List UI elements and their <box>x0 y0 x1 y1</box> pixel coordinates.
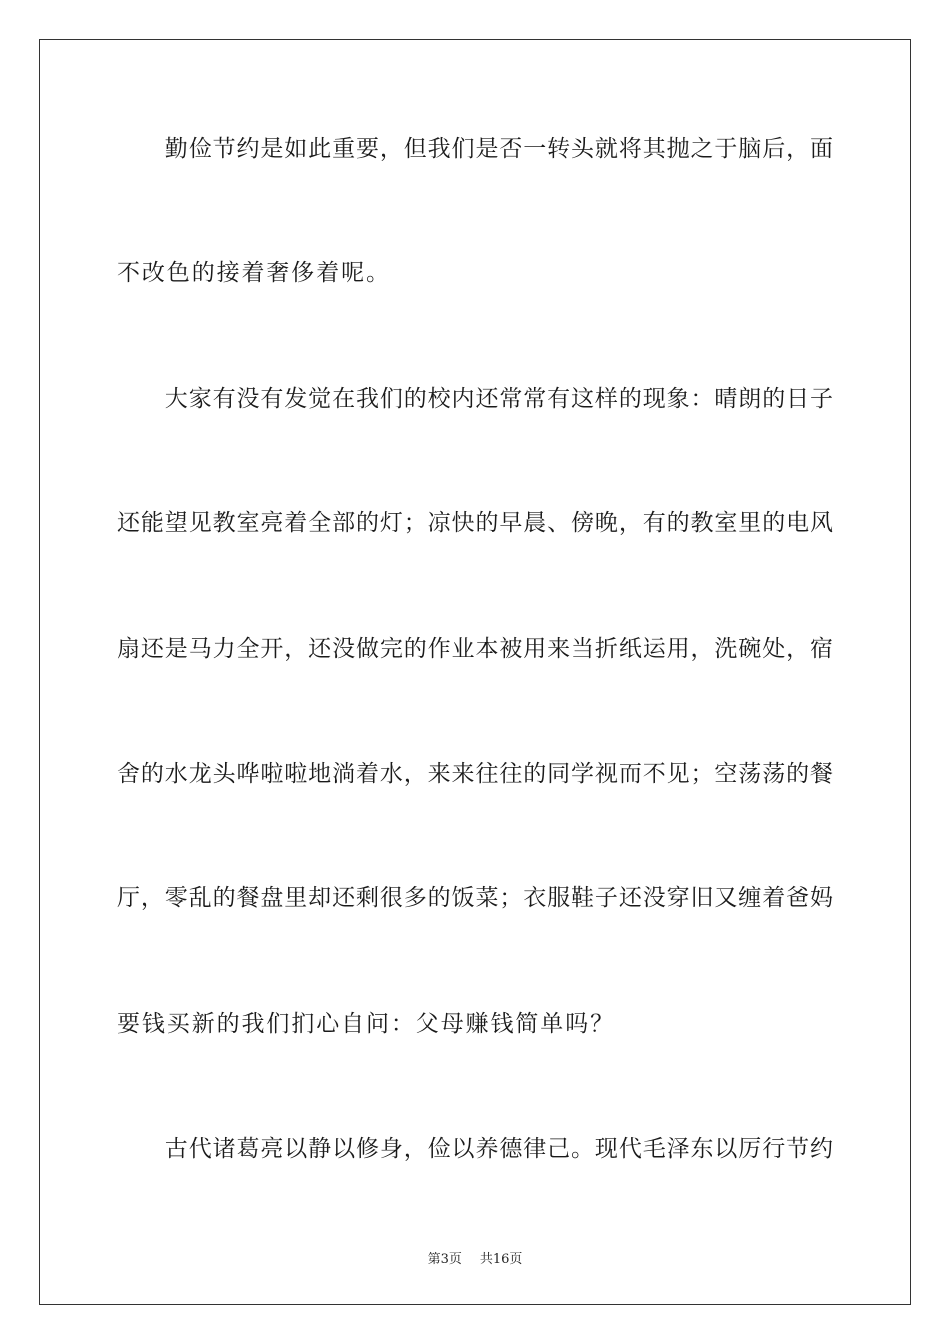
paragraph-3-line-1: 古代诸葛亮以静以修身，俭以养德律己。现代毛泽东以厉行节约 <box>117 1136 833 1162</box>
paragraph-2-line-1: 大家有没有发觉在我们的校内还常常有这样的现象：晴朗的日子 <box>117 386 833 412</box>
page-border <box>39 39 911 1305</box>
page-footer <box>0 1248 950 1267</box>
paragraph-2-line-3: 扇还是马力全开，还没做完的作业本被用来当折纸运用，洗碗处，宿 <box>117 636 833 662</box>
page-number: 第3页 <box>427 1252 462 1267</box>
paragraph-2-line-5: 厅，零乱的餐盘里却还剩很多的饭菜；衣服鞋子还没穿旧又缠着爸妈 <box>117 885 833 911</box>
paragraph-2-line-4: 舍的水龙头哗啦啦地淌着水，来来往往的同学视而不见；空荡荡的餐 <box>117 761 833 787</box>
page-total: 共16页 <box>479 1252 523 1267</box>
paragraph-2-line-2: 还能望见教室亮着全部的灯；凉快的早晨、傍晚，有的教室里的电风 <box>117 510 833 536</box>
paragraph-1-line-2: 不改色的接着奢侈着呢。 <box>117 260 391 286</box>
paragraph-2-line-6: 要钱买新的我们扪心自问：父母赚钱简单吗？ <box>117 1011 615 1037</box>
paragraph-1-line-1: 勤俭节约是如此重要，但我们是否一转头就将其抛之于脑后，面 <box>117 136 833 162</box>
